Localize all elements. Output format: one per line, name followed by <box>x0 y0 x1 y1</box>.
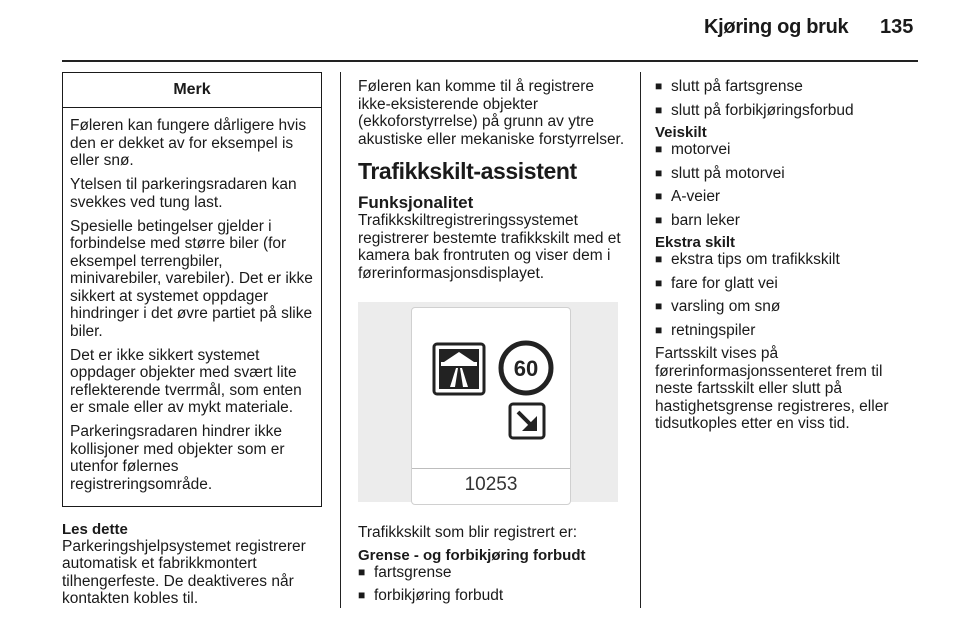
page-number: 135 <box>880 16 914 38</box>
sub-title: Funksjonalitet <box>358 193 474 212</box>
bullet-icon: ■ <box>358 588 366 602</box>
list-item: ■ ekstra tips om trafikkskilt <box>655 251 840 268</box>
column-divider-2 <box>640 72 641 608</box>
list-item: ■ fare for glatt vei <box>655 274 778 292</box>
caution-heading: Les dette <box>62 520 128 538</box>
header-title: Kjøring og bruk <box>704 16 849 38</box>
info-display <box>411 307 571 505</box>
bullet-icon: ■ <box>655 102 663 117</box>
column-right <box>655 78 923 439</box>
sign-list <box>655 78 923 119</box>
list-item: ■ fartsgrense <box>358 563 452 581</box>
column-left <box>62 72 324 608</box>
bullet-icon: ■ <box>655 142 663 156</box>
list-item: ■ forbikjøring forbudt <box>358 587 504 604</box>
section-title: Trafikkskilt-assistent <box>358 158 577 184</box>
list-item: ■ slutt på motorvei <box>655 164 785 182</box>
bullet-icon: ■ <box>358 564 366 579</box>
header-rule <box>62 60 918 62</box>
caution-block <box>62 521 324 608</box>
direction-arrow-sign-icon <box>508 402 546 440</box>
bullet-icon: ■ <box>655 252 663 266</box>
list-item: ■ slutt på forbikjøringsforbud <box>655 101 854 119</box>
note-paragraph: Ytelsen til parkeringsradaren kan svekkes ved tung last. <box>70 176 297 211</box>
bullet-icon: ■ <box>655 275 663 290</box>
figure-caption: Trafikkskilt som blir registrert er: <box>358 524 578 541</box>
list-item: ■ retningspiler <box>655 321 756 339</box>
sign-group-heading: Ekstra skilt <box>655 234 736 251</box>
note-paragraph: Føleren kan fungere dårligere hvis den er dekket av for eksempel is eller snø. <box>70 117 307 169</box>
list-item: ■ barn leker <box>655 211 740 229</box>
sign-group-heading: Veiskilt <box>655 124 707 141</box>
column-middle <box>358 78 626 611</box>
note-body <box>63 108 321 506</box>
sign-group-heading: Grense - og forbikjøring forbudt <box>358 546 586 564</box>
bullet-icon: ■ <box>655 165 663 180</box>
note-heading: Merk <box>63 73 321 108</box>
bullet-icon: ■ <box>655 189 663 203</box>
list-item: ■ varsling om snø <box>655 298 781 315</box>
body-paragraph: Trafikkskiltregistreringssystemet registrerer bestemte trafikkskilt med et kamera bak frontruten og viser dem i førerinformasjonsdisplayet. <box>358 212 621 282</box>
sign-list <box>655 141 923 229</box>
note-paragraph: Spesielle betingelser gjelder i forbindelse med større biler (for eksempel terrengbiler, minivarebiler, varebiler). Det er ikke sikkert at systemet oppdager hindringer i det øvre partiet på slike biler. <box>70 217 313 340</box>
list-item: ■ motorvei <box>655 141 731 158</box>
display-figure <box>358 302 618 502</box>
caution-text: Parkeringshjelpsystemet registrerer automatisk et fabrikkmontert tilhengerfeste. De deaktiveres når kontakten kobles til. <box>62 537 306 607</box>
list-item: ■ slutt på fartsgrense <box>655 78 803 95</box>
speed-limit-sign-icon <box>498 340 554 396</box>
sign-list <box>358 564 626 605</box>
note-box <box>62 72 322 507</box>
bullet-icon: ■ <box>655 79 663 93</box>
closing-paragraph: Fartsskilt vises på førerinformasjonssenteret frem til neste fartsskilt eller slutt på hastighetsgrense registreres, eller tidsutkoples etter en viss tid. <box>655 345 889 432</box>
sign-list <box>655 251 923 339</box>
bullet-icon: ■ <box>655 322 663 337</box>
column-divider-1 <box>340 72 341 608</box>
intro-paragraph: Føleren kan komme til å registrere ikke-eksisterende objekter (ekkoforstyrrelse) på grunn av ytre akustiske eller mekaniske forstyrrelser. <box>358 78 625 148</box>
speed-limit-value: 60 <box>513 356 539 381</box>
display-separator <box>412 468 570 469</box>
note-paragraph: Det er ikke sikkert systemet oppdager objekter med svært lite reflekterende tverrmål, som enten er smale eller av mykt materiale. <box>70 346 302 416</box>
motorway-sign-icon <box>432 342 486 396</box>
list-item: ■ A-veier <box>655 188 721 205</box>
note-paragraph: Parkeringsradaren hindrer ikke kollisjoner med objekter som er utenfor følernes registreringsområde. <box>70 423 285 493</box>
bullet-icon: ■ <box>655 299 663 313</box>
odometer-readout: 10253 <box>464 474 518 495</box>
bullet-icon: ■ <box>655 212 663 227</box>
